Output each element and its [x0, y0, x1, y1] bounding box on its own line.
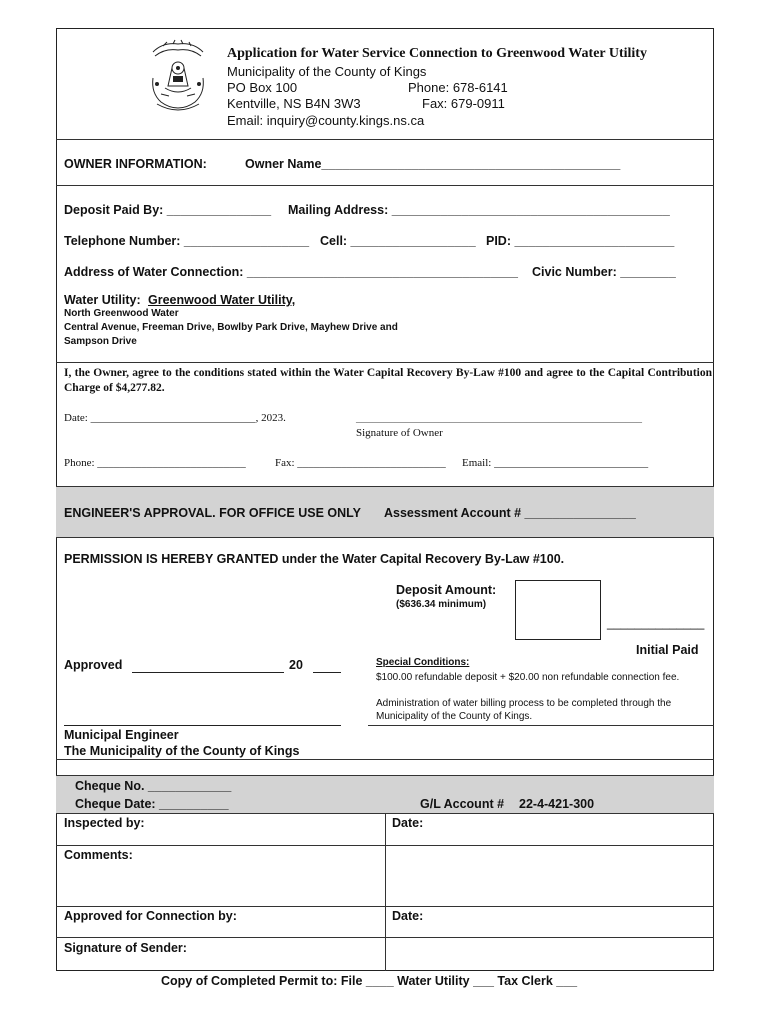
divider — [56, 362, 714, 363]
po-box: PO Box 100 — [227, 80, 298, 95]
engineer-signature-line[interactable] — [64, 725, 341, 726]
special-condition-1: $100.00 refundable deposit + $20.00 non refundable connection fee. — [376, 672, 680, 683]
connection-address-field[interactable]: Address of Water Connection: _______________________________________ — [64, 265, 519, 279]
office-phone: Phone: 678-6141 — [408, 80, 508, 95]
engineer-approval-heading: ENGINEER'S APPROVAL. FOR OFFICE USE ONLY — [64, 506, 361, 520]
owner-name-field[interactable]: Owner Name___________________________________________ — [245, 157, 621, 171]
deposit-paid-by-field[interactable]: Deposit Paid By: _______________ — [64, 203, 272, 217]
deposit-amount-label: Deposit Amount: — [396, 583, 497, 597]
owner-section-label: OWNER INFORMATION: — [64, 157, 207, 171]
inspected-by-label: Inspected by: — [64, 816, 145, 830]
agreement-email-field[interactable]: Email: ____________________________ — [462, 457, 649, 469]
county-seal-logo — [143, 38, 213, 118]
approved-label: Approved — [64, 658, 123, 672]
gl-account-value: 22-4-421-300 — [519, 797, 595, 811]
deposit-amount-box[interactable] — [515, 580, 601, 640]
office-fax: Fax: 679-0911 — [422, 96, 505, 111]
agreement-fax-field[interactable]: Fax: ___________________________ — [275, 457, 446, 469]
table-divider — [385, 813, 386, 971]
water-utility-label: Water Utility: — [64, 293, 141, 307]
divider — [56, 139, 714, 140]
form-title: Application for Water Service Connection to Greenwood Water Utility — [227, 46, 647, 61]
civic-number-field[interactable]: Civic Number: ________ — [532, 265, 676, 279]
approved-for-connection-label: Approved for Connection by: — [64, 909, 237, 923]
municipal-engineer-label: Municipal Engineer — [64, 728, 179, 742]
signature-of-owner-label: Signature of Owner — [356, 427, 443, 439]
permission-statement: PERMISSION IS HEREBY GRANTED under the Water Capital Recovery By-Law #100. — [64, 552, 565, 566]
approved-date-line[interactable] — [132, 672, 284, 673]
divider — [368, 725, 714, 726]
special-condition-2: Administration of water billing process to be completed through the Municipality of the County of Kings. — [376, 698, 672, 722]
deposit-minimum-note: ($636.34 minimum) — [396, 599, 487, 610]
cell-field[interactable]: Cell: __________________ — [320, 234, 476, 248]
comments-label: Comments: — [64, 848, 133, 862]
mailing-address-field[interactable]: Mailing Address: ________________________________________ — [288, 203, 670, 217]
utility-line: Central Avenue, Freeman Drive, Bowlby Park Drive, Mayhew Drive and — [64, 322, 398, 333]
initial-paid-label: Initial Paid — [636, 643, 699, 657]
office-city: Kentville, NS B4N 3W3 — [227, 96, 361, 111]
signature-of-sender-label: Signature of Sender: — [64, 941, 187, 955]
telephone-field[interactable]: Telephone Number: __________________ — [64, 234, 310, 248]
agreement-date-field[interactable]: Date: ______________________________, 2023. — [64, 412, 286, 424]
signature-rule[interactable]: ____________________________________________________ — [356, 412, 642, 424]
copy-distribution-line: Copy of Completed Permit to: File ____ Water Utility ___ Tax Clerk ___ — [161, 974, 578, 988]
special-conditions-label: Special Conditions: — [376, 657, 470, 668]
initial-paid-rule[interactable]: ______________ — [607, 616, 705, 630]
municipality-label: The Municipality of the County of Kings — [64, 744, 300, 758]
office-email: Email: inquiry@county.kings.ns.ca — [227, 113, 425, 128]
agreement-statement: I, the Owner, agree to the conditions stated within the Water Capital Recovery By-Law #100 and agree to the Capital Contribution Charge of $4,277.82. — [64, 367, 712, 394]
inspected-date-label: Date: — [392, 816, 424, 830]
divider — [56, 185, 714, 186]
agreement-phone-field[interactable]: Phone: ___________________________ — [64, 457, 246, 469]
cheque-number-field[interactable]: Cheque No. ____________ — [75, 779, 232, 793]
connection-date-label: Date: — [392, 909, 424, 923]
cheque-date-field[interactable]: Cheque Date: __________ — [75, 797, 229, 811]
gl-account-label: G/L Account # — [420, 797, 505, 811]
divider — [56, 937, 714, 938]
assessment-account-field[interactable]: Assessment Account # ________________ — [384, 506, 636, 520]
approved-year-prefix: 20 — [289, 658, 303, 672]
pid-field[interactable]: PID: _______________________ — [486, 234, 675, 248]
org-name: Municipality of the County of Kings — [227, 64, 427, 79]
approved-year-line[interactable] — [313, 672, 341, 673]
divider — [56, 906, 714, 907]
divider — [56, 759, 714, 760]
divider — [56, 845, 714, 846]
utility-line: North Greenwood Water — [64, 308, 179, 319]
water-utility-value: Greenwood Water Utility, — [148, 293, 296, 307]
utility-line: Sampson Drive — [64, 336, 137, 347]
